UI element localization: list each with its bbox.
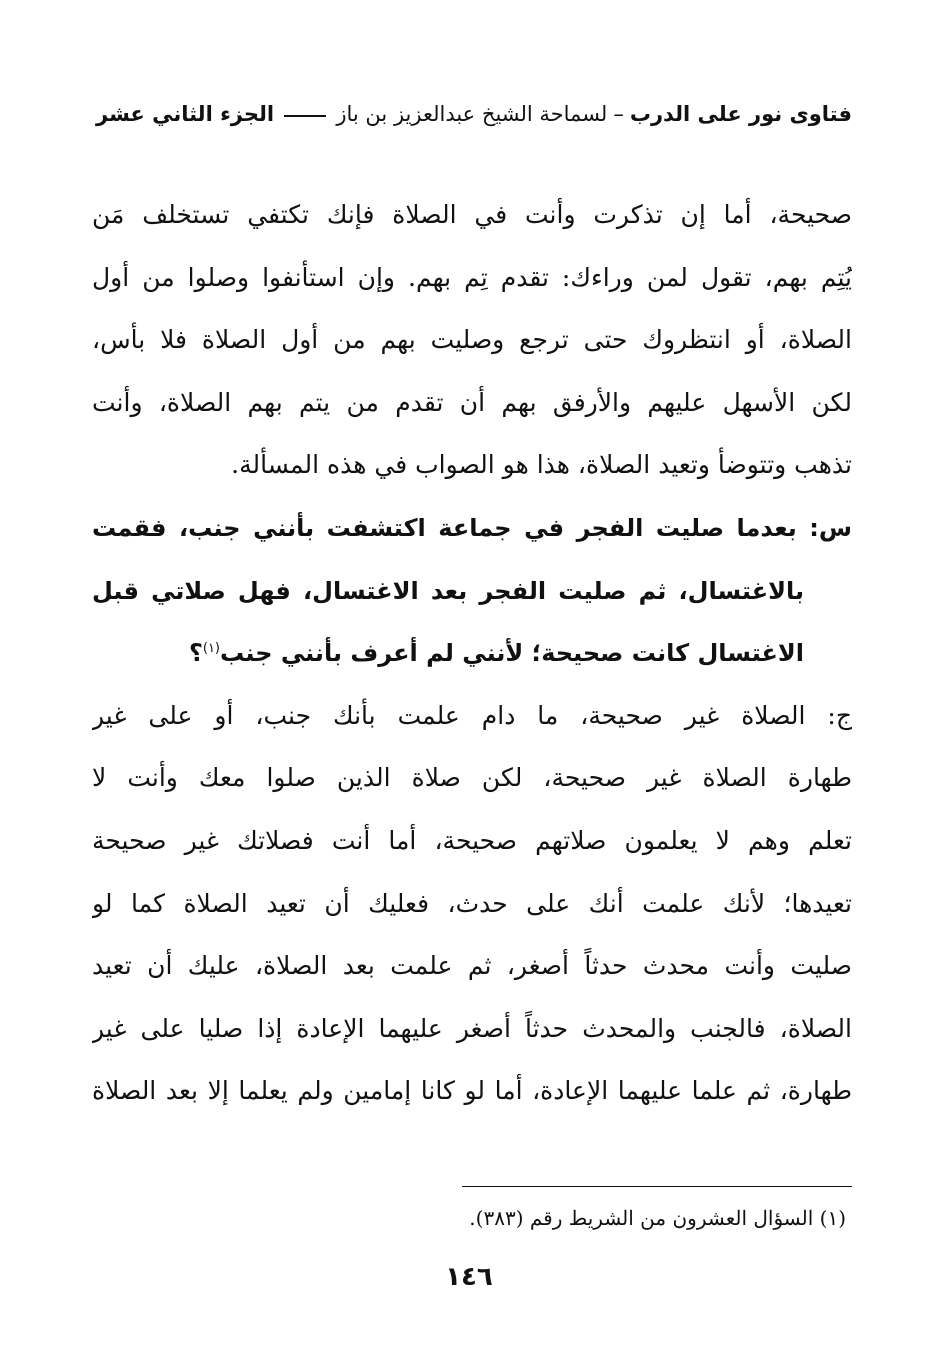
answer-line: طهارة الصلاة غير صحيحة، لكن صلاة الذين صلوا معك وأنت لا	[92, 763, 852, 793]
question-mark: ؟	[188, 639, 203, 668]
answer-line: صليت وأنت محدث حدثاً أصغر، ثم علمت بعد الصلاة، عليك أن تعيد	[92, 951, 852, 981]
answer-block	[92, 685, 852, 1123]
answer-line: تعيدها؛ لأنك علمت أنك على حدث، فعليك أن تعيد الصلاة كما لو	[92, 888, 852, 918]
question-line	[92, 622, 852, 685]
text-line: يُتِم بهم، تقول لمن وراءك: تقدم تِم بهم. وإن استأنفوا وصلوا من أول	[92, 262, 852, 292]
question-text: الاغتسال كانت صحيحة؛ لأنني لم أعرف بأنني جنب	[220, 639, 804, 668]
running-header	[96, 96, 852, 132]
book-title: فتاوى نور على الدرب	[629, 102, 852, 126]
page-number: ١٤٦	[445, 1262, 493, 1292]
text-line: تذهب وتتوضأ وتعيد الصلاة، هذا هو الصواب في هذه المسألة.	[231, 450, 852, 480]
header-rule	[284, 115, 326, 117]
answer-line: الصلاة، فالجنب والمحدث حدثاً أصغر عليهما الإعادة إذا صليا على غير	[92, 1013, 852, 1043]
volume-part: الجزء الثاني عشر	[96, 102, 275, 126]
author-name: لسماحة الشيخ عبدالعزيز بن باز	[336, 102, 608, 126]
header-separator: –	[613, 102, 624, 126]
answer-line: ج: الصلاة غير صحيحة، ما دام علمت بأنك جنب، أو على غير	[92, 700, 852, 730]
answer-line: طهارة، ثم علما عليهما الإعادة، أما لو كانا إمامين ولم يعلما إلا بعد الصلاة	[92, 1076, 852, 1106]
answer-line: تعلم وهم لا يعلمون صلاتهم صحيحة، أما أنت فصلاتك غير صحيحة	[92, 825, 852, 855]
text-line: لكن الأسهل عليهم والأرفق بهم أن تقدم من يتم بهم الصلاة، وأنت	[92, 387, 852, 417]
footnote-marker: (١)	[202, 641, 220, 657]
question-line: بالاغتسال، ثم صليت الفجر بعد الاغتسال، فهل صلاتي قبل	[92, 576, 804, 605]
question-block	[92, 497, 852, 685]
footnote: (١) السؤال العشرون من الشريط رقم (٣٨٣).	[469, 1206, 846, 1230]
question-line: س: بعدما صليت الفجر في جماعة اكتشفت بأنني جنب، فقمت	[92, 513, 852, 542]
main-text	[92, 184, 852, 1123]
footnote-rule	[462, 1186, 852, 1187]
text-line: صحيحة، أما إن تذكرت وأنت في الصلاة فإنك تكتفي تستخلف مَن	[92, 200, 852, 229]
paragraph-continuation	[92, 184, 852, 497]
text-line: الصلاة، أو انتظروك حتى ترجع وصليت بهم من أول الصلاة فلا بأس،	[92, 325, 852, 355]
